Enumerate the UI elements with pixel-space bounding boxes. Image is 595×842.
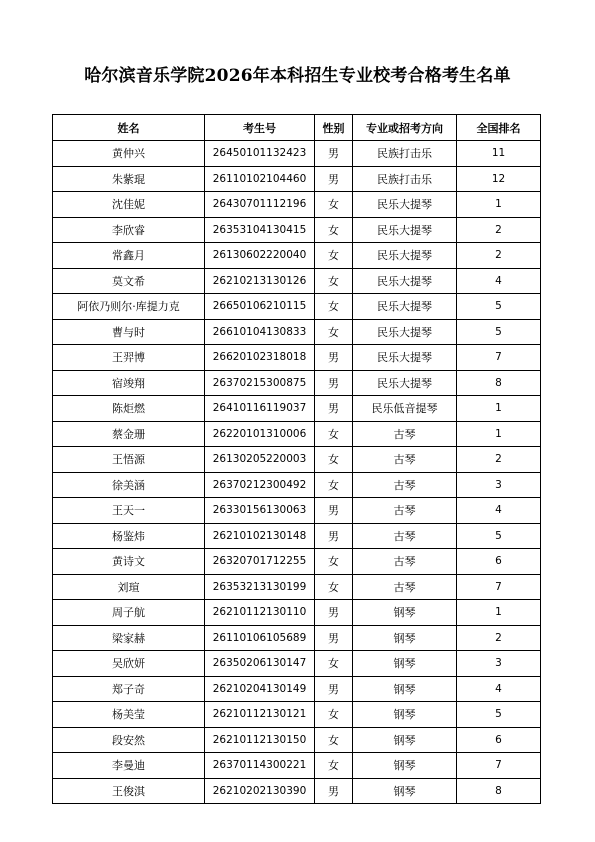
exam-number-cell: 26210102130148 bbox=[205, 523, 315, 549]
exam-number-cell: 26130205220003 bbox=[205, 447, 315, 473]
major-cell: 民乐大提琴 bbox=[353, 243, 457, 269]
table-row bbox=[53, 549, 541, 575]
major-cell: 古琴 bbox=[353, 549, 457, 575]
table-row bbox=[53, 243, 541, 269]
name-cell: 李欣睿 bbox=[53, 217, 205, 243]
gender-cell: 男 bbox=[315, 676, 353, 702]
gender-cell: 女 bbox=[315, 243, 353, 269]
gender-cell: 男 bbox=[315, 600, 353, 626]
major-cell: 钢琴 bbox=[353, 753, 457, 779]
exam-number-cell: 26220101310006 bbox=[205, 421, 315, 447]
major-cell: 民乐大提琴 bbox=[353, 192, 457, 218]
name-cell: 刘瑄 bbox=[53, 574, 205, 600]
name-cell: 周子航 bbox=[53, 600, 205, 626]
gender-cell: 男 bbox=[315, 166, 353, 192]
exam-number-cell: 26330156130063 bbox=[205, 498, 315, 524]
major-cell: 民族打击乐 bbox=[353, 141, 457, 167]
name-cell: 阿依乃则尔·库提力克 bbox=[53, 294, 205, 320]
name-cell: 朱紫琨 bbox=[53, 166, 205, 192]
table-header-row bbox=[53, 115, 541, 141]
gender-cell: 男 bbox=[315, 345, 353, 371]
name-cell: 王羿博 bbox=[53, 345, 205, 371]
rank-cell: 5 bbox=[457, 702, 541, 728]
exam-number-cell: 26650106210115 bbox=[205, 294, 315, 320]
column-header-gender: 性别 bbox=[315, 115, 353, 141]
exam-number-cell: 26620102318018 bbox=[205, 345, 315, 371]
gender-cell: 男 bbox=[315, 141, 353, 167]
rank-cell: 5 bbox=[457, 319, 541, 345]
name-cell: 宿竣翔 bbox=[53, 370, 205, 396]
table-row bbox=[53, 574, 541, 600]
gender-cell: 男 bbox=[315, 396, 353, 422]
rank-cell: 4 bbox=[457, 268, 541, 294]
rank-cell: 4 bbox=[457, 676, 541, 702]
gender-cell: 女 bbox=[315, 447, 353, 473]
gender-cell: 女 bbox=[315, 472, 353, 498]
gender-cell: 男 bbox=[315, 523, 353, 549]
rank-cell: 2 bbox=[457, 243, 541, 269]
gender-cell: 女 bbox=[315, 753, 353, 779]
table-row bbox=[53, 141, 541, 167]
rank-cell: 12 bbox=[457, 166, 541, 192]
table-row bbox=[53, 778, 541, 804]
name-cell: 黄诗文 bbox=[53, 549, 205, 575]
rank-cell: 5 bbox=[457, 523, 541, 549]
table-header bbox=[53, 115, 541, 141]
gender-cell: 女 bbox=[315, 217, 353, 243]
major-cell: 民乐大提琴 bbox=[353, 294, 457, 320]
name-cell: 徐美涵 bbox=[53, 472, 205, 498]
name-cell: 梁家赫 bbox=[53, 625, 205, 651]
table-row bbox=[53, 753, 541, 779]
gender-cell: 女 bbox=[315, 702, 353, 728]
table-row bbox=[53, 319, 541, 345]
table-row bbox=[53, 600, 541, 626]
exam-number-cell: 26450101132423 bbox=[205, 141, 315, 167]
rank-cell: 7 bbox=[457, 574, 541, 600]
major-cell: 民乐大提琴 bbox=[353, 345, 457, 371]
exam-number-cell: 26370215300875 bbox=[205, 370, 315, 396]
exam-number-cell: 26370114300221 bbox=[205, 753, 315, 779]
gender-cell: 男 bbox=[315, 625, 353, 651]
table-row bbox=[53, 345, 541, 371]
name-cell: 吴欣妍 bbox=[53, 651, 205, 677]
exam-number-cell: 26410116119037 bbox=[205, 396, 315, 422]
name-cell: 沈佳妮 bbox=[53, 192, 205, 218]
major-cell: 钢琴 bbox=[353, 778, 457, 804]
table-row bbox=[53, 192, 541, 218]
table-row bbox=[53, 217, 541, 243]
major-cell: 钢琴 bbox=[353, 727, 457, 753]
gender-cell: 女 bbox=[315, 574, 353, 600]
table-row bbox=[53, 727, 541, 753]
name-cell: 王悟源 bbox=[53, 447, 205, 473]
exam-number-cell: 26210112130110 bbox=[205, 600, 315, 626]
rank-cell: 5 bbox=[457, 294, 541, 320]
exam-number-cell: 26210202130390 bbox=[205, 778, 315, 804]
table-row bbox=[53, 676, 541, 702]
table-row bbox=[53, 651, 541, 677]
table-row bbox=[53, 702, 541, 728]
exam-number-cell: 26110102104460 bbox=[205, 166, 315, 192]
exam-number-cell: 26210204130149 bbox=[205, 676, 315, 702]
column-header-name: 姓名 bbox=[53, 115, 205, 141]
rank-cell: 11 bbox=[457, 141, 541, 167]
name-cell: 王天一 bbox=[53, 498, 205, 524]
exam-number-cell: 26210213130126 bbox=[205, 268, 315, 294]
name-cell: 李曼迪 bbox=[53, 753, 205, 779]
table-row bbox=[53, 447, 541, 473]
candidate-table bbox=[52, 114, 541, 804]
exam-number-cell: 26370212300492 bbox=[205, 472, 315, 498]
name-cell: 常鑫月 bbox=[53, 243, 205, 269]
name-cell: 陈炬燃 bbox=[53, 396, 205, 422]
table-row bbox=[53, 370, 541, 396]
name-cell: 段安然 bbox=[53, 727, 205, 753]
column-header-rank: 全国排名 bbox=[457, 115, 541, 141]
rank-cell: 8 bbox=[457, 370, 541, 396]
rank-cell: 3 bbox=[457, 651, 541, 677]
major-cell: 钢琴 bbox=[353, 651, 457, 677]
exam-number-cell: 26350206130147 bbox=[205, 651, 315, 677]
column-header-major: 专业或招考方向 bbox=[353, 115, 457, 141]
major-cell: 古琴 bbox=[353, 472, 457, 498]
name-cell: 曹与时 bbox=[53, 319, 205, 345]
table-row bbox=[53, 625, 541, 651]
name-cell: 莫文希 bbox=[53, 268, 205, 294]
name-cell: 杨鉴炜 bbox=[53, 523, 205, 549]
rank-cell: 6 bbox=[457, 727, 541, 753]
major-cell: 民族打击乐 bbox=[353, 166, 457, 192]
major-cell: 古琴 bbox=[353, 447, 457, 473]
major-cell: 钢琴 bbox=[353, 600, 457, 626]
major-cell: 民乐大提琴 bbox=[353, 217, 457, 243]
gender-cell: 女 bbox=[315, 549, 353, 575]
major-cell: 钢琴 bbox=[353, 625, 457, 651]
rank-cell: 3 bbox=[457, 472, 541, 498]
table-row bbox=[53, 294, 541, 320]
gender-cell: 女 bbox=[315, 651, 353, 677]
gender-cell: 女 bbox=[315, 294, 353, 320]
name-cell: 杨美莹 bbox=[53, 702, 205, 728]
rank-cell: 1 bbox=[457, 396, 541, 422]
table-row bbox=[53, 472, 541, 498]
exam-number-cell: 26110106105689 bbox=[205, 625, 315, 651]
exam-number-cell: 26210112130150 bbox=[205, 727, 315, 753]
exam-number-cell: 26130602220040 bbox=[205, 243, 315, 269]
gender-cell: 女 bbox=[315, 319, 353, 345]
rank-cell: 4 bbox=[457, 498, 541, 524]
table-row bbox=[53, 498, 541, 524]
table-row bbox=[53, 396, 541, 422]
rank-cell: 7 bbox=[457, 345, 541, 371]
name-cell: 黄仲兴 bbox=[53, 141, 205, 167]
rank-cell: 2 bbox=[457, 447, 541, 473]
gender-cell: 女 bbox=[315, 727, 353, 753]
table-row bbox=[53, 268, 541, 294]
major-cell: 古琴 bbox=[353, 574, 457, 600]
rank-cell: 2 bbox=[457, 625, 541, 651]
rank-cell: 1 bbox=[457, 421, 541, 447]
exam-number-cell: 26430701112196 bbox=[205, 192, 315, 218]
rank-cell: 1 bbox=[457, 192, 541, 218]
page-title: 哈尔滨音乐学院2026年本科招生专业校考合格考生名单 bbox=[84, 66, 511, 86]
gender-cell: 男 bbox=[315, 498, 353, 524]
rank-cell: 1 bbox=[457, 600, 541, 626]
gender-cell: 男 bbox=[315, 370, 353, 396]
name-cell: 蔡金珊 bbox=[53, 421, 205, 447]
major-cell: 民乐大提琴 bbox=[353, 268, 457, 294]
major-cell: 古琴 bbox=[353, 421, 457, 447]
major-cell: 钢琴 bbox=[353, 676, 457, 702]
table-row bbox=[53, 523, 541, 549]
exam-number-cell: 26210112130121 bbox=[205, 702, 315, 728]
exam-number-cell: 26610104130833 bbox=[205, 319, 315, 345]
table-body bbox=[53, 141, 541, 804]
gender-cell: 男 bbox=[315, 778, 353, 804]
major-cell: 古琴 bbox=[353, 498, 457, 524]
rank-cell: 6 bbox=[457, 549, 541, 575]
gender-cell: 女 bbox=[315, 268, 353, 294]
table-row bbox=[53, 166, 541, 192]
name-cell: 郑子奇 bbox=[53, 676, 205, 702]
major-cell: 钢琴 bbox=[353, 702, 457, 728]
exam-number-cell: 26353213130199 bbox=[205, 574, 315, 600]
major-cell: 民乐大提琴 bbox=[353, 370, 457, 396]
exam-number-cell: 26320701712255 bbox=[205, 549, 315, 575]
gender-cell: 女 bbox=[315, 421, 353, 447]
rank-cell: 2 bbox=[457, 217, 541, 243]
rank-cell: 7 bbox=[457, 753, 541, 779]
column-header-exam-number: 考生号 bbox=[205, 115, 315, 141]
major-cell: 民乐大提琴 bbox=[353, 319, 457, 345]
major-cell: 民乐低音提琴 bbox=[353, 396, 457, 422]
major-cell: 古琴 bbox=[353, 523, 457, 549]
table-row bbox=[53, 421, 541, 447]
name-cell: 王俊淇 bbox=[53, 778, 205, 804]
exam-number-cell: 26353104130415 bbox=[205, 217, 315, 243]
rank-cell: 8 bbox=[457, 778, 541, 804]
gender-cell: 女 bbox=[315, 192, 353, 218]
